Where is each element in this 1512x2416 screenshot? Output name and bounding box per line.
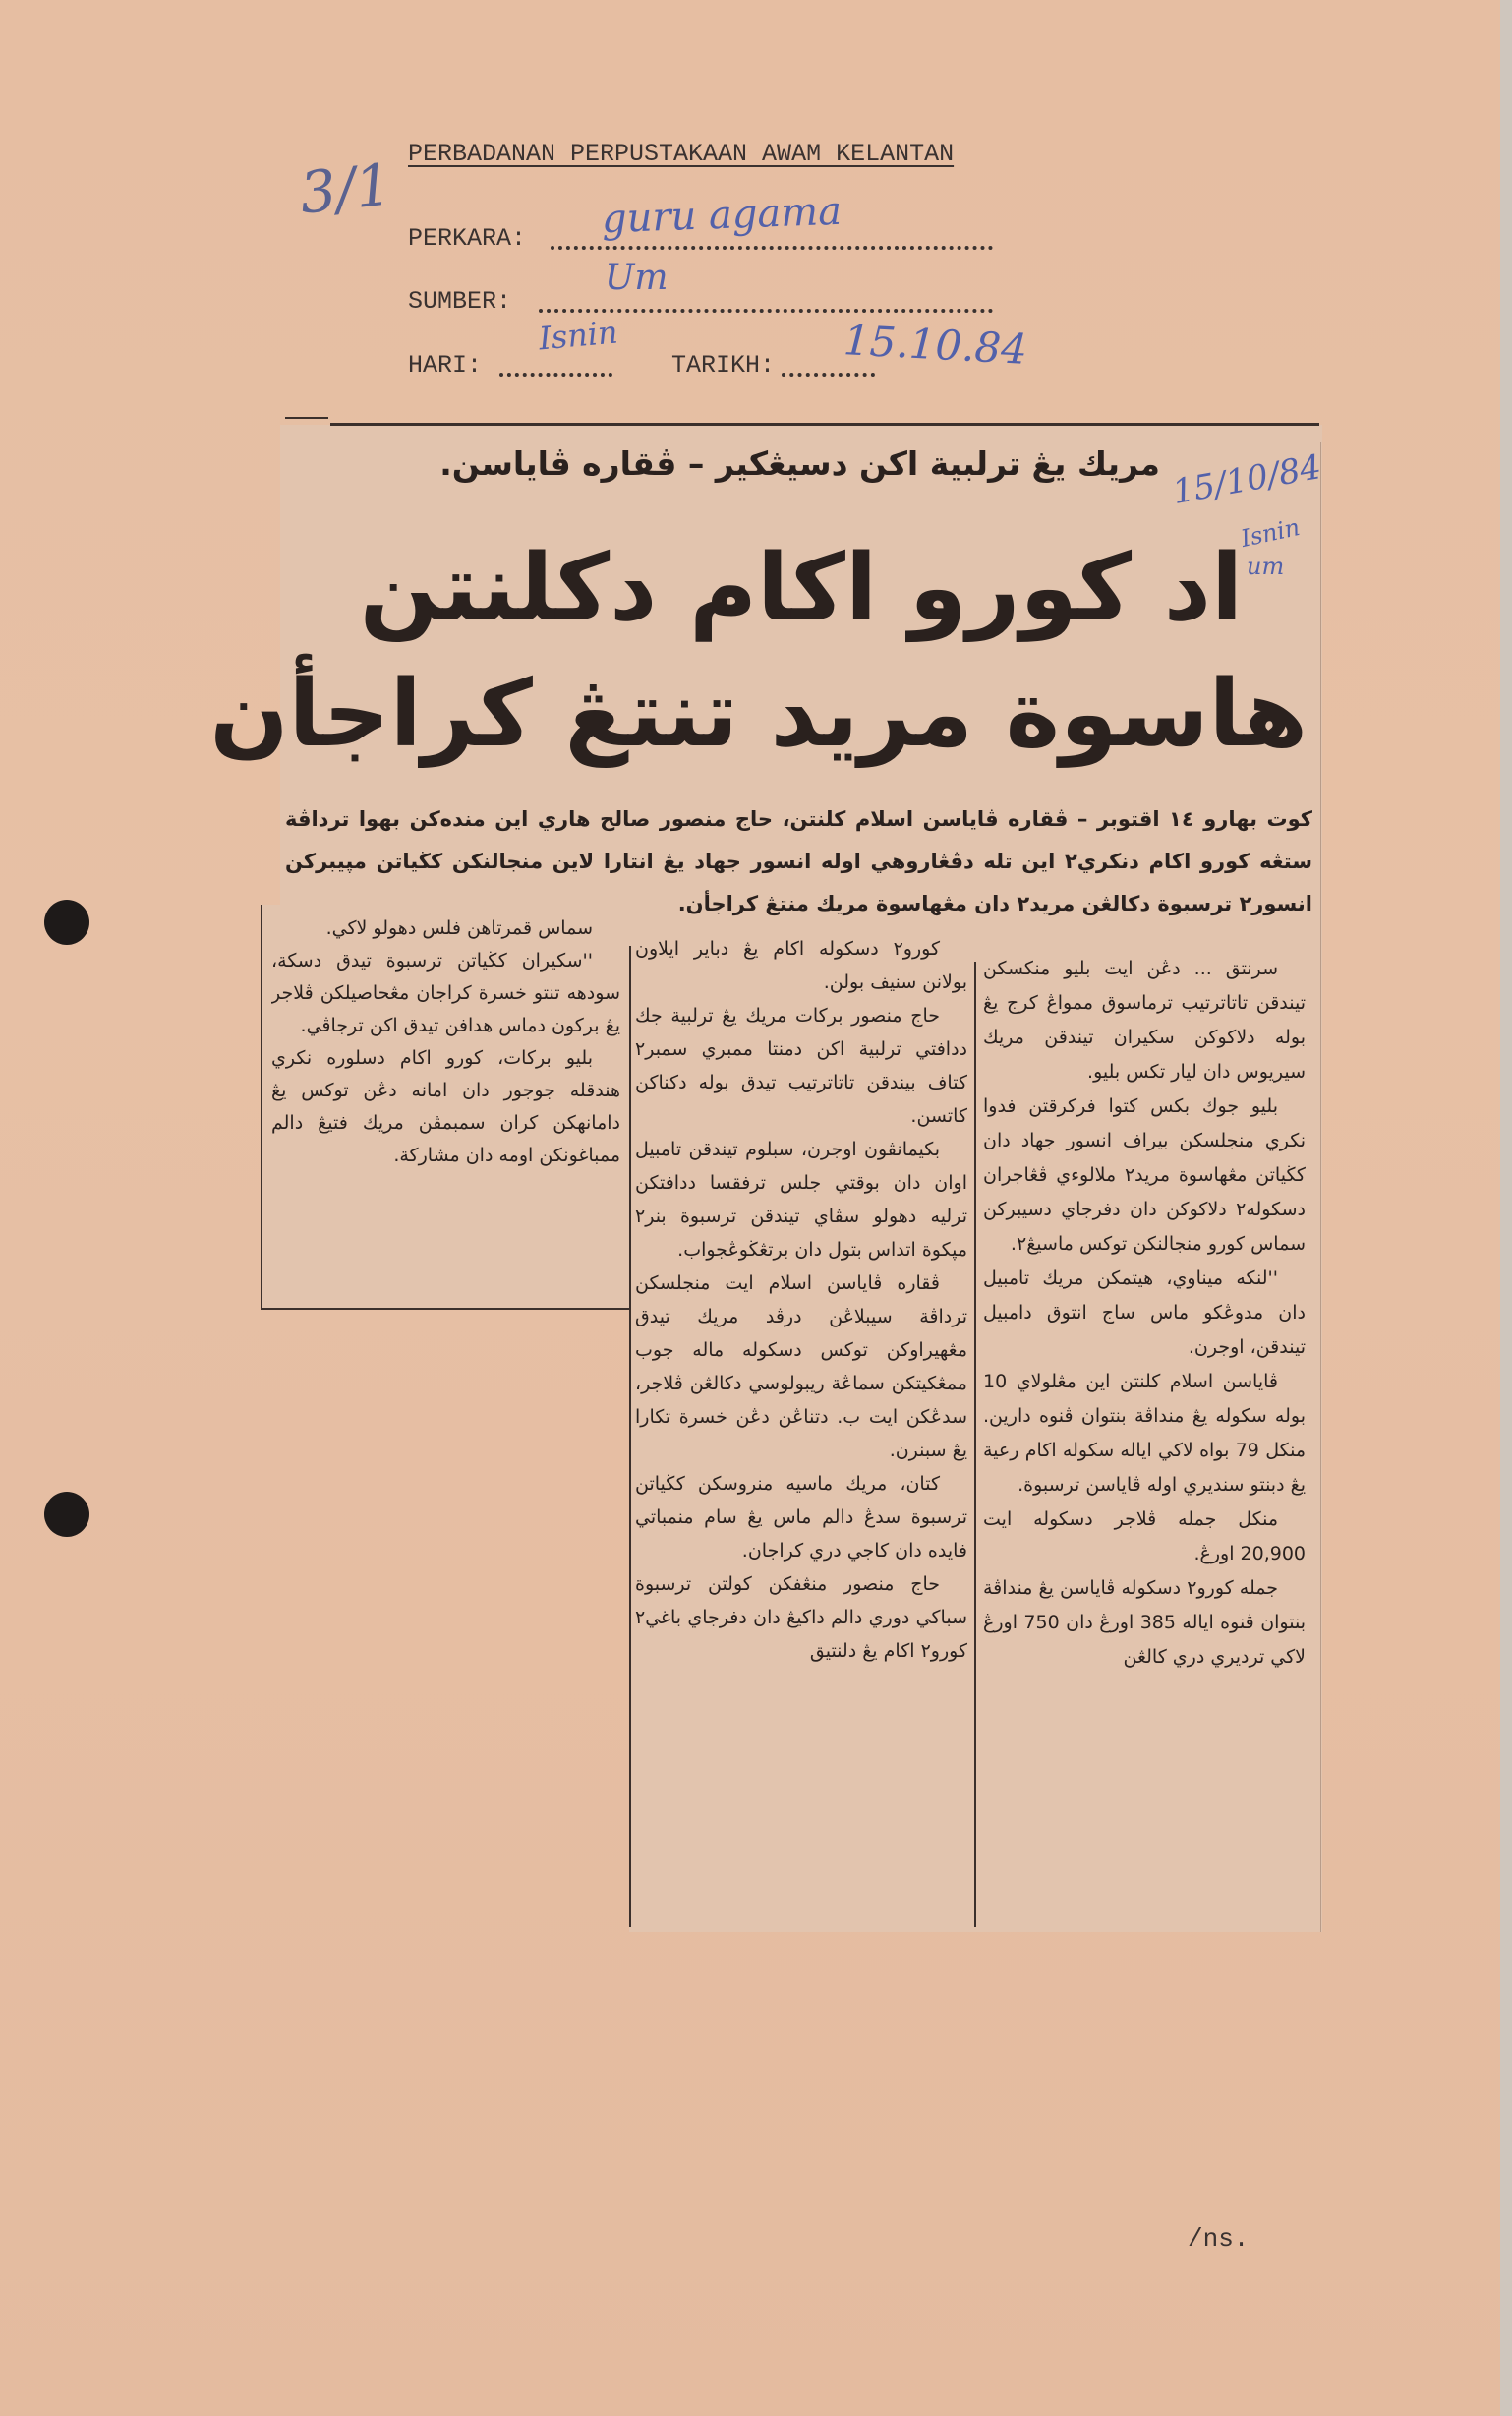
perkara-value: guru agama [601, 188, 843, 243]
article-paragraph: كتان، مريك ماسيه منروسكن كڬياتن ترسبوة سدڠ دالم ماس يڠ سام منمباتي فايده دان كاجي دري كراجان. [635, 1473, 967, 1562]
article-paragraph: ''سكيران كڬياتن ترسبوة تيدق دسكة، سودهه تنتو خسرة كراجان مڠحاصيلكن ڤلاجر يڠ بركون دماس هدافن تيدق اكن ترجاڤي. [271, 950, 620, 1036]
header-rule [330, 423, 1319, 426]
clip-source-annotation: um [1247, 553, 1285, 580]
column-middle [635, 932, 967, 1925]
tarikh-value: 15.10.84 [842, 316, 1029, 374]
article-paragraph: جمله كورو٢ دسكوله ڤاياسن يڠ منداڤة بنتوان ڤنوه اياله 385 اورڠ دان 750 اورڠ لاكي ترديري دري كالڠن [983, 1577, 1306, 1668]
tarikh-line [782, 373, 875, 377]
article-paragraph: ڤاياسن اسلام كلنتن اين مڠلولاي 10 بوله سكوله يڠ منداڤة بنتوان ڤنوه دارين. منكل 79 بواه لاكي اياله سكوله اكام رعية يڠ دبنتو سنديري اوله ڤاياسن ترسبوة. [983, 1371, 1306, 1496]
column-divider [629, 946, 631, 1927]
left-column-bottom-rule [261, 1308, 630, 1310]
sumber-line [539, 309, 993, 313]
article-paragraph: ڤقاره ڤاياسن اسلام ايت منجلسكن ترداڤة سيبلاڠن درڤد مريك تيدق مڠهيراوكن توكس دسكوله ماله جوب ممڠكيتكن سماڠة ريبولوسي دكالڠن ڤلاجر، سدڠكن ايت ب. دتناڠن دڠن خسرة تكارا يڠ سبنرن. [635, 1272, 967, 1461]
article-paragraph: بليو جوك بكس كتوا فركرقتن فدوا نكري منجلسكن بيراف انسور جهاد دان كڬياتن مڠهاسوة مريد٢ ملالوءي ڤڠاجران دسكوله٢ دلاكوكن دان دفرجاي دسيبركن سماس كورو منجالنكن توكس ماسيڠ٢. [983, 1095, 1306, 1255]
sumber-label: SUMBER: [408, 287, 512, 316]
hari-value: Isnin [537, 313, 620, 358]
article-paragraph: سرنتق ... دڠن ايت بليو منكسكن تيندقن تاتاترتيب ترماسوق ممواڠ كرج يڠ بوله دلاكوكن سكيران تيندقن مريك سيريوس دان ليار تكس بليو. [983, 958, 1306, 1083]
sumber-value: Um [605, 258, 669, 298]
article-kicker: مريك يڠ ترلبية اكن دسيڠكير – ڤقاره ڤاياسن. [439, 444, 1160, 483]
article-paragraph: بكيمانڤون اوجرن، سبلوم تيندقن تامبيل اوان دان بوقتي جلس ترفقسا ددافتكن ترليه دهولو سڤاي تيندقن ترسبوة بنر٢ مڽكوة اتداس بتول دان برتڠڬوڠجواب. [635, 1139, 967, 1261]
perkara-label: PERKARA: [408, 224, 527, 253]
left-column-border [261, 905, 262, 1310]
clipping-right-edge [1320, 442, 1321, 1932]
column-right [983, 952, 1306, 1927]
headline-line-2: هاسوة مريد تنتڠ كراجأن [209, 661, 1308, 768]
article-lead: كوت بهارو ١٤ اقتوبر – ڤقاره ڤاياسن اسلام كلنتن، حاج منصور صالح هاري اين منده‌كن بهوا ترداڤة ستڠه كورو اكام دنكري٢ اين تله دڤڠاروهي اوله انسور جهاد يڠ انتارا لاين منجالنكن كڬياتن مڽيبركن انسور٢ ترسبوة دكالڠن مريد٢ دان مڠهاسوة مريك منتڠ كراجأن. [285, 807, 1312, 915]
clip-date-annotation: 15/10/84 [1169, 447, 1325, 512]
file-reference: 3/1 [296, 150, 395, 227]
institution-title: PERBADANAN PERPUSTAKAAN AWAM KELANTAN [408, 140, 955, 168]
article-paragraph: حاج منصور منڠفكن كولتن ترسبوة سباكي دوري دالم داكيڠ دان دفرجاي باغي٢ كورو٢ اكام يڠ دلنتيق [635, 1573, 967, 1662]
punch-hole [44, 900, 89, 945]
article-paragraph: كورو٢ دسكوله اكام يڠ دباير ايلاون بولانن سنيف بولن. [635, 938, 967, 993]
column-divider [974, 962, 976, 1927]
punch-hole [44, 1492, 89, 1537]
article-paragraph: منكل جمله ڤلاجر دسكوله ايت 20,900 اورڠ. [983, 1508, 1306, 1564]
perkara-line [551, 246, 993, 250]
headline-line-1: اد كورو اكام دكلنتن [359, 535, 1244, 642]
tarikh-label: TARIKH: [671, 351, 776, 380]
column-left [271, 913, 620, 1298]
article-paragraph: ''لنكه ميناوي، هيتمكن مريك تامبيل دان مدوڠكو ماس ساج انتوق دامبيل تيندقن، اوجرن. [983, 1267, 1306, 1358]
scan-edge [1500, 0, 1512, 2416]
article-paragraph: بليو بركات، كورو اكام دسلوره نكري هندقله جوجور دان امانه دڠن توكس يڠ دامانهكن كران سمبمڤن مريك فتيڠ دالم ممباغونكن اومه دان مشاركة. [271, 1047, 620, 1166]
article-paragraph: حاج منصور بركات مريك يڠ ترلبية جك ددافتي ترلبية اكن دمنتا ممبري سمبر٢ كتاف بيندقن تاتاترتيب تيدق بوله دكناكن كاتسن. [635, 1005, 967, 1127]
typist-initials: /ns. [1188, 2224, 1250, 2254]
article-paragraph: سماس قمرتاهن فلس دهولو لاكي. [325, 917, 593, 939]
clip-day-annotation: Isnin [1238, 513, 1303, 553]
hari-label: HARI: [408, 351, 483, 380]
header-dash [285, 417, 328, 419]
hari-line [499, 373, 612, 377]
